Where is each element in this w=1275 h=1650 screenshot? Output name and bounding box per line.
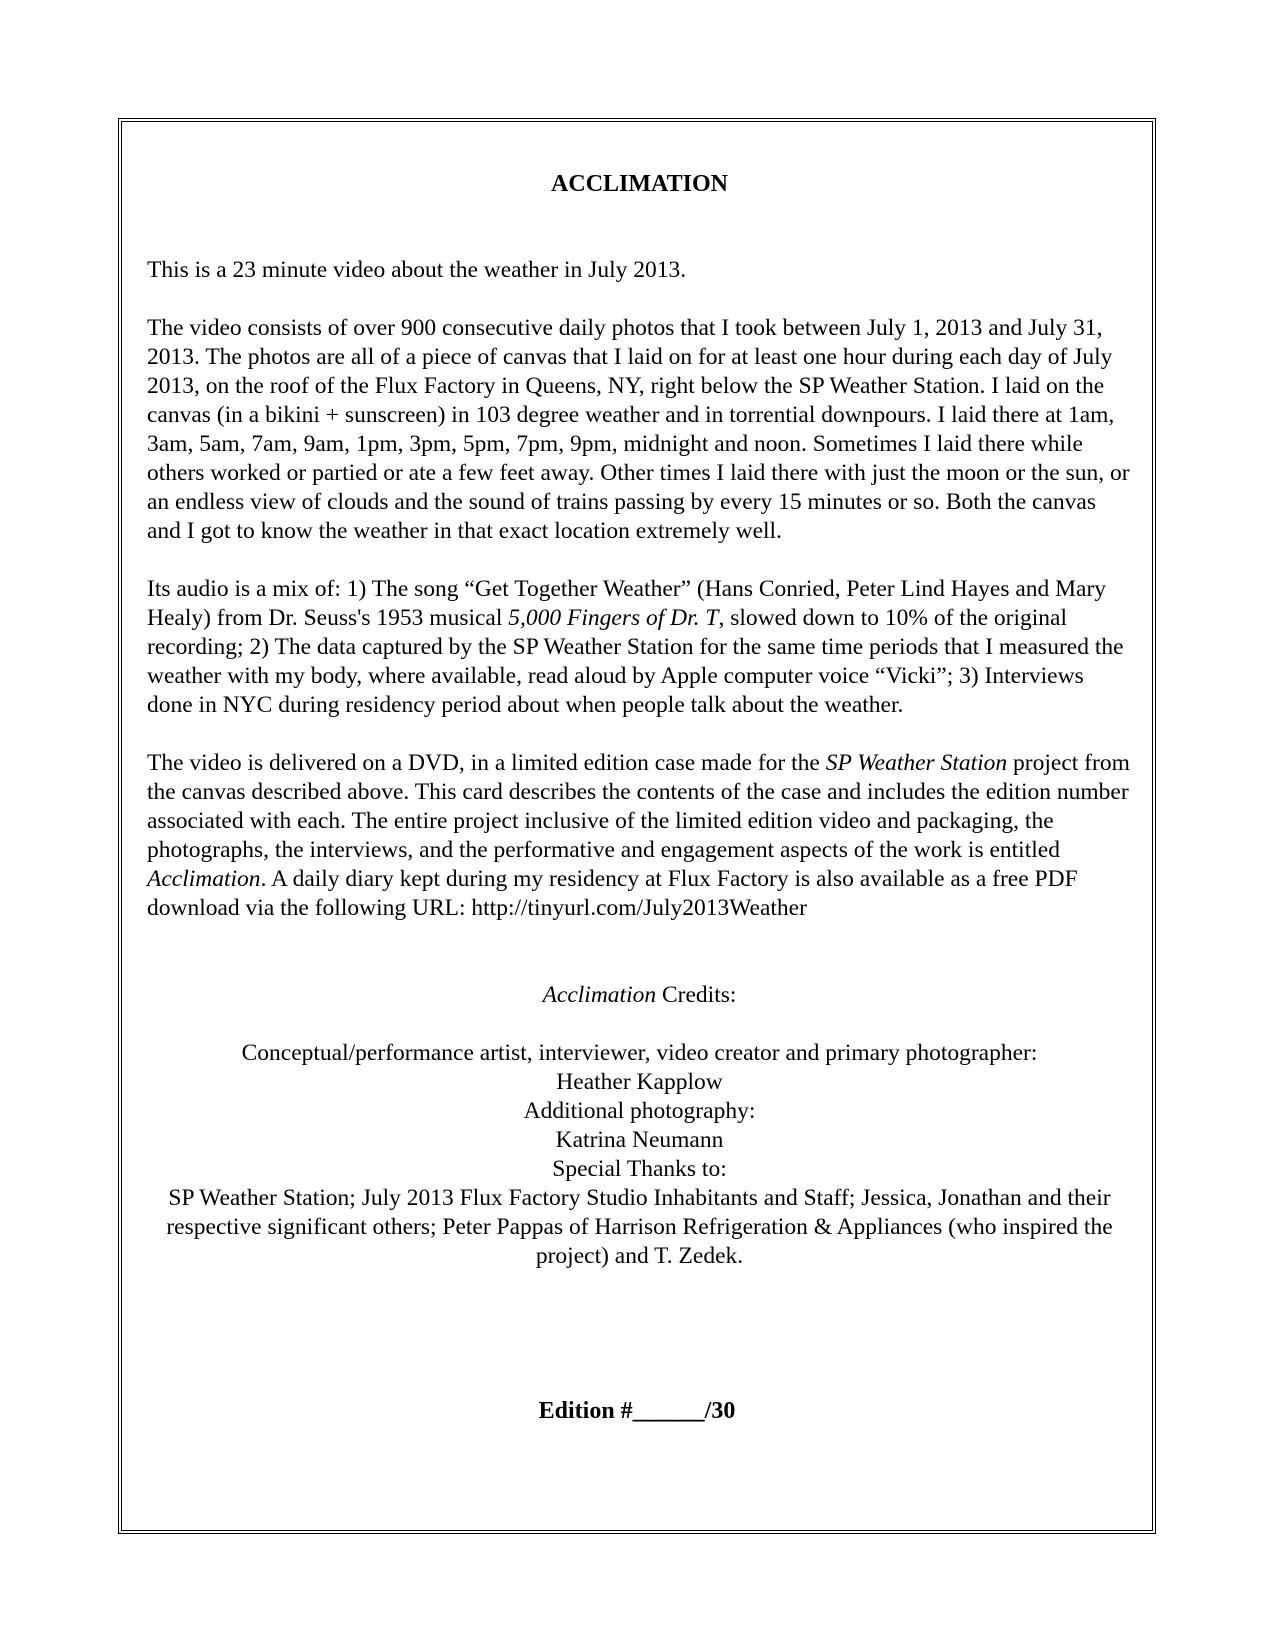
work-title: Acclimation: [147, 866, 261, 892]
musical-title: 5,000 Fingers of Dr. T: [508, 605, 719, 631]
intro-paragraph: This is a 23 minute video about the weather in July 2013.: [147, 257, 687, 283]
credit-role-photography: Additional photography:: [523, 1098, 756, 1124]
audio-text-part-2: , slowed down to 10% of the original recording; 2) The data captured by the SP Weather Station for the same time periods that I measured the weather with my body, where available, read aloud by Apple computer voice “Vicki”; 3) Interviews done in NYC during residency period about when people talk about the weather.: [147, 605, 1124, 718]
delivery-text-part-2: project from the canvas described above. This card describes the contents of the case and includes the edition number associated with each. The entire project inclusive of the limited edition video and packaging, the photographs, the interviews, and the performative and engagement aspects of the work is entitled: [147, 750, 1130, 863]
audio-text-part-1: Its audio is a mix of: 1) The song “Get Together Weather” (Hans Conried, Peter Lind Hayes and Mary Healy) from Dr. Seuss's 1953 musical: [147, 576, 1107, 631]
credits-heading-label: Credits:: [656, 982, 737, 1008]
credit-thanks-list: SP Weather Station; July 2013 Flux Factory Studio Inhabitants and Staff; Jessica, Jonathan and their respective significant others; Peter Pappas of Harrison Refrigeration & Appliances (who inspired the project) and T. Zedek.: [166, 1185, 1113, 1269]
project-name: SP Weather Station: [825, 750, 1008, 776]
credits-heading: [147, 981, 1132, 1010]
credit-role-artist: Conceptual/performance artist, interviewer, video creator and primary photographer:: [241, 1040, 1038, 1066]
credit-thanks-label: Special Thanks to:: [552, 1156, 727, 1182]
delivery-text-part-1: The video is delivered on a DVD, in a limited edition case made for the: [147, 750, 826, 776]
credit-name-artist: Heather Kapplow: [556, 1069, 723, 1095]
edition-number: Edition #______/30: [538, 1398, 736, 1424]
credits-heading-title: Acclimation: [542, 982, 657, 1008]
audio-description-paragraph: [147, 575, 1132, 720]
card-content: [147, 170, 1132, 1271]
document-title: ACCLIMATION: [551, 171, 728, 197]
credit-name-photography: Katrina Neumann: [555, 1127, 724, 1153]
credits-block: [147, 1039, 1132, 1271]
card-border: [118, 118, 1156, 1534]
video-description-paragraph: The video consists of over 900 consecutive daily photos that I took between July 1, 2013 and July 31, 2013. The photos are all of a piece of canvas that I laid on for at least one hour during each day of July 2013, on the roof of the Flux Factory in Queens, NY, right below the SP Weather Station. I laid on the canvas (in a bikini + sunscreen) in 103 degree weather and in torrential downpours. I laid there at 1am, 3am, 5am, 7am, 9am, 1pm, 3pm, 5pm, 7pm, 9pm, midnight and noon. Sometimes I laid there while others worked or partied or ate a few feet away. Other times I laid there with just the moon or the sun, or an endless view of clouds and the sound of trains passing by every 15 minutes or so. Both the canvas and I got to know the weather in that exact location extremely well.: [147, 315, 1130, 544]
delivery-text-part-3: . A daily diary kept during my residency at Flux Factory is also available as a free PDF download via the following URL: http://tinyurl.com/July2013Weather: [147, 866, 1078, 921]
delivery-paragraph: [147, 749, 1132, 923]
